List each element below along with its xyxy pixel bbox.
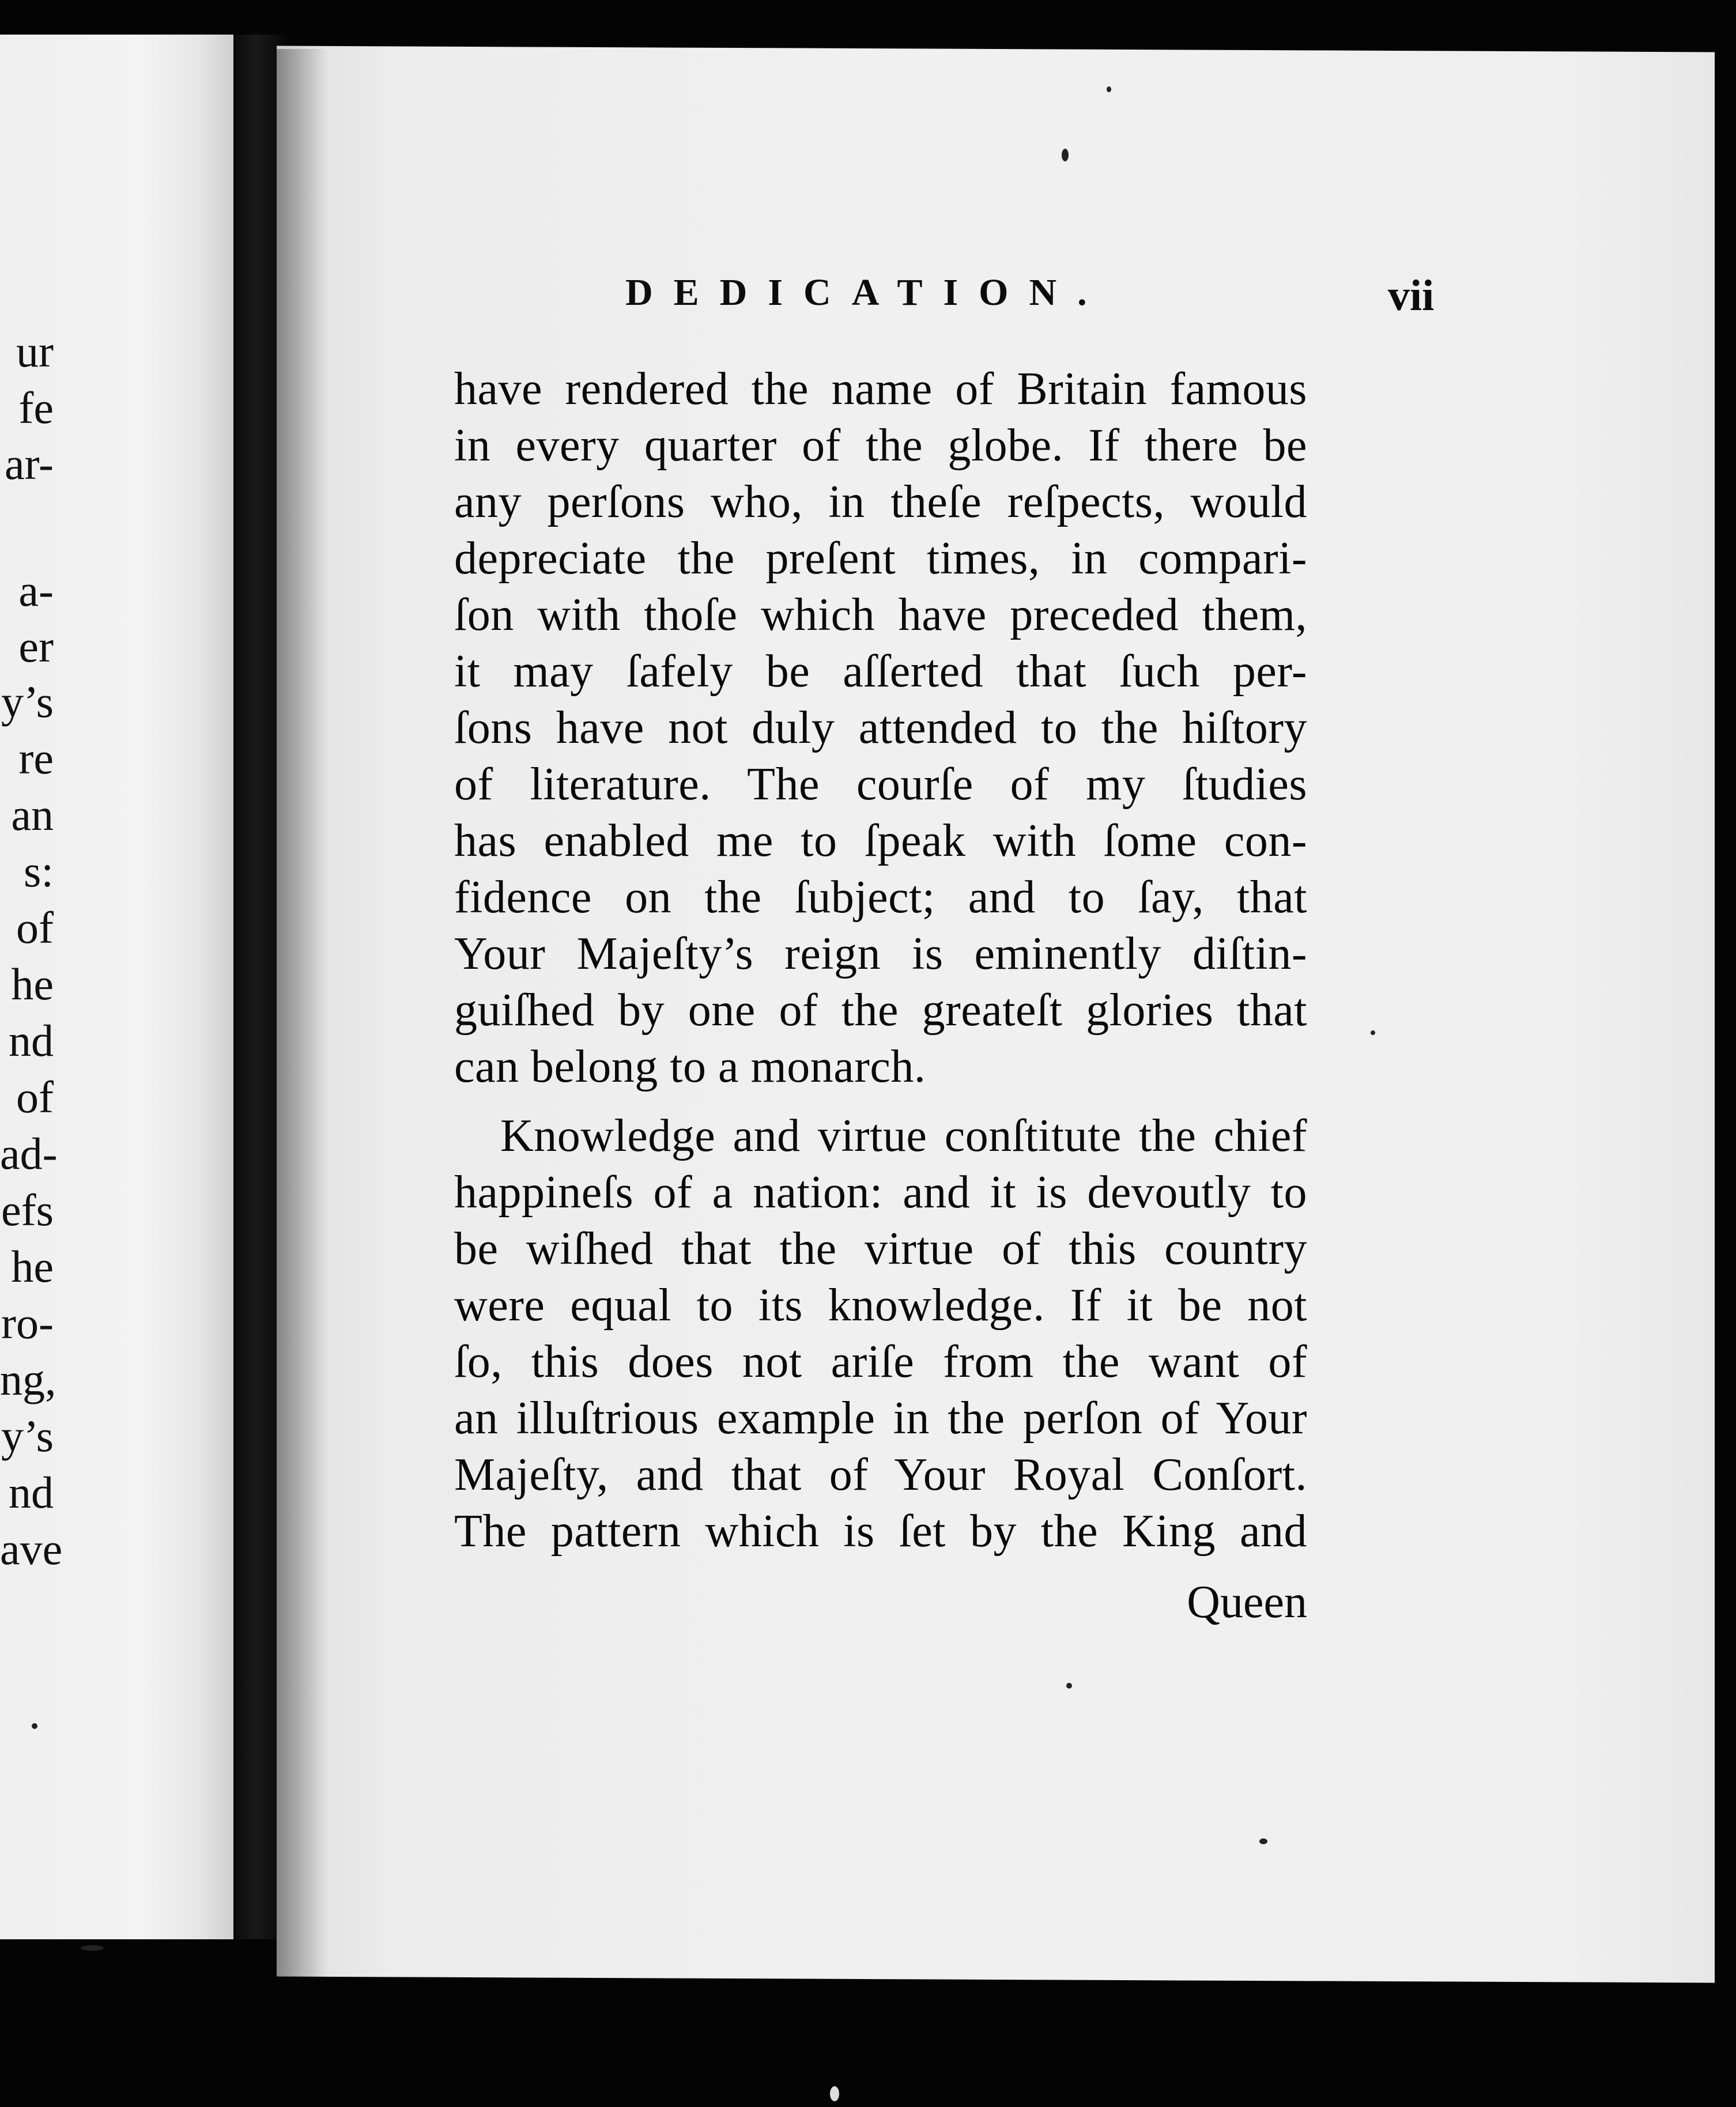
text-line: fidence on the ſubject; and to ſay, that xyxy=(454,872,1307,923)
page-number: vii xyxy=(1388,271,1435,320)
text-line: Knowledge and virtue conſtitute the chief xyxy=(500,1111,1307,1161)
text-line: happineſs of a nation: and it is devoutly to xyxy=(454,1167,1307,1218)
left-fragment: he xyxy=(11,1241,54,1292)
left-fragment: y’s xyxy=(1,1411,54,1461)
text-line: can belong to a monarch. xyxy=(454,1041,926,1092)
paper-speck xyxy=(1107,86,1111,92)
paper-speck xyxy=(1259,1838,1267,1844)
left-fragment: ad- xyxy=(0,1128,58,1179)
left-fragment: y’s xyxy=(1,677,54,727)
left-fragment: er xyxy=(18,621,54,671)
paper-speck xyxy=(1371,1030,1375,1035)
paper-speck xyxy=(830,2086,839,2101)
text-line: of literature. The courſe of my ſtudies xyxy=(454,759,1307,810)
left-fragment: nd xyxy=(9,1467,54,1517)
left-fragment: ro- xyxy=(1,1298,54,1348)
text-line: depreciate the preſent times, in compari- xyxy=(454,533,1307,584)
left-fragment: efs xyxy=(1,1185,54,1235)
running-head: DEDICATION. xyxy=(625,271,1108,314)
text-line: Majeſty, and that of Your Royal Conſort. xyxy=(454,1449,1307,1500)
text-line: has enabled me to ſpeak with ſome con- xyxy=(454,815,1307,866)
text-line: have rendered the name of Britain famous xyxy=(454,364,1307,414)
left-fragment: of xyxy=(16,1072,54,1122)
text-line: The pattern which is ſet by the King and xyxy=(454,1506,1307,1557)
left-fragment: nd xyxy=(9,1015,54,1066)
text-line: be wiſhed that the virtue of this country xyxy=(454,1224,1307,1274)
left-fragment: ar- xyxy=(4,439,54,489)
text-line: guiſhed by one of the greateſt glories that xyxy=(454,985,1307,1036)
left-fragment: ng, xyxy=(0,1354,56,1404)
text-line: ſo, this does not ariſe from the want of xyxy=(454,1336,1307,1387)
text-line: in every quarter of the globe. If there be xyxy=(454,420,1307,471)
paper-speck xyxy=(32,1723,37,1729)
catchword: Queen xyxy=(1187,1577,1307,1628)
left-fragment: ur xyxy=(16,326,54,376)
left-page-text-fragments xyxy=(0,0,233,2107)
text-line: Your Majeſty’s reign is eminently diſtin- xyxy=(454,928,1307,979)
left-fragment: ave xyxy=(0,1524,63,1574)
left-fragment: a- xyxy=(18,565,54,616)
text-line: were equal to its knowledge. If it be not xyxy=(454,1280,1307,1331)
text-line: it may ſafely be aſſerted that ſuch per- xyxy=(454,646,1307,697)
text-line: ſons have not duly attended to the hiſtory xyxy=(454,703,1307,753)
paper-speck xyxy=(1062,149,1069,161)
left-fragment: s: xyxy=(23,846,54,896)
paper-speck xyxy=(1066,1683,1072,1689)
paper-speck xyxy=(81,1945,104,1951)
left-fragment: of xyxy=(16,903,54,953)
text-line: an illuſtrious example in the perſon of Your xyxy=(454,1393,1307,1444)
left-fragment: fe xyxy=(18,383,54,433)
page-edge-shadow xyxy=(277,49,329,1980)
left-fragment: an xyxy=(11,790,54,840)
text-line: any perſons who, in theſe reſpects, would xyxy=(454,477,1307,527)
text-line: ſon with thoſe which have preceded them, xyxy=(454,590,1307,640)
left-fragment: re xyxy=(18,733,54,783)
left-fragment: he xyxy=(11,959,54,1009)
